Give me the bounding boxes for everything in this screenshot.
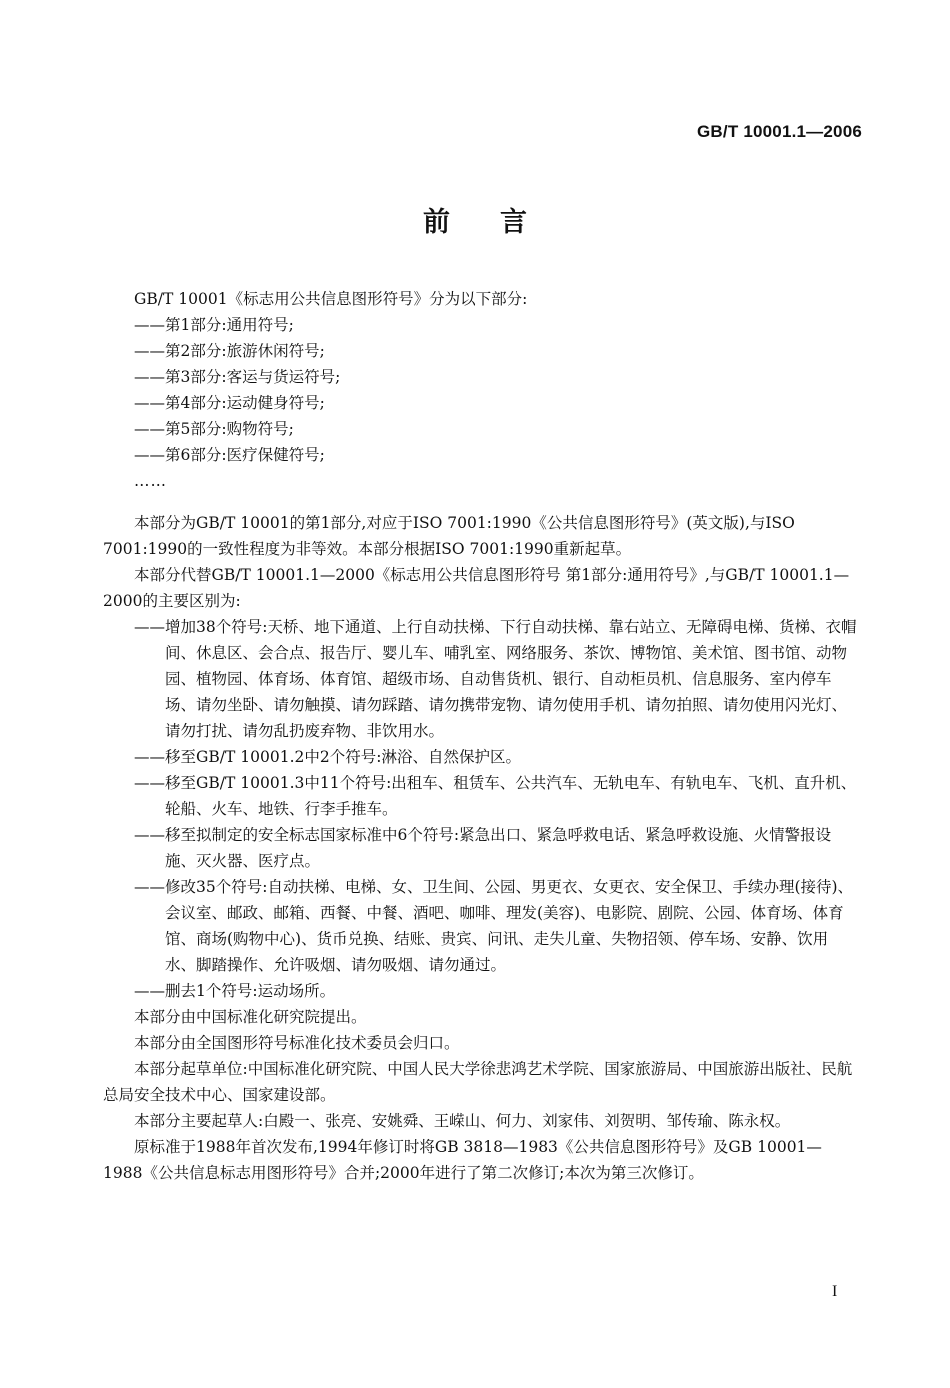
proposed-by-paragraph: 本部分由中国标准化研究院提出。 <box>134 1008 367 1026</box>
part-item: ——第5部分:购物符号; <box>134 420 294 438</box>
history-paragraph: 原标准于1988年首次发布,1994年修订时将GB 3818—1983《公共信息图形符号》及GB 10001—1988《公共信息标志用图形符号》合并;2000年进行了第二次修订;本次为第三次修订。 <box>103 1138 822 1182</box>
drafting-units-paragraph: 本部分起草单位:中国标准化研究院、中国人民大学徐悲鸿艺术学院、国家旅游局、中国旅游出版社、民航总局安全技术中心、国家建设部。 <box>103 1060 853 1104</box>
replaces-paragraph: 本部分代替GB/T 10001.1—2000《标志用公共信息图形符号 第1部分:通用符号》,与GB/T 10001.1—2000的主要区别为: <box>103 566 850 610</box>
part-item: ——第4部分:运动健身符号; <box>134 394 325 412</box>
change-item: ——删去1个符号:运动场所。 <box>134 982 336 1000</box>
part-item: ——第6部分:医疗保健符号; <box>134 446 325 464</box>
change-item: ——修改35个符号:自动扶梯、电梯、女、卫生间、公园、男更衣、女更衣、安全保卫、手续办理(接待)、会议室、邮政、邮箱、西餐、中餐、酒吧、咖啡、理发(美容)、电影院、剧院、公园、体育场、体育馆、商场(购物中心)、货币兑换、结账、贵宾、问讯、走失儿童、失物招领、停车场、安静、饮用水、脚踏操作、允许吸烟、请勿吸烟、请勿通过。 <box>134 878 854 974</box>
centralized-by-paragraph: 本部分由全国图形符号标准化技术委员会归口。 <box>134 1034 460 1052</box>
intro-paragraph: GB/T 10001《标志用公共信息图形符号》分为以下部分: <box>134 290 528 308</box>
standard-code: GB/T 10001.1—2006 <box>697 122 862 141</box>
part-item: ——第1部分:通用符号; <box>134 316 294 334</box>
ellipsis: …… <box>134 472 167 490</box>
correspondence-paragraph: 本部分为GB/T 10001的第1部分,对应于ISO 7001:1990《公共信息图形符号》(英文版),与ISO 7001:1990的一致性程度为非等效。本部分根据ISO 7001:1990重新起草。 <box>103 514 795 558</box>
document-body <box>103 286 857 1186</box>
change-item: ——移至拟制定的安全标志国家标准中6个符号:紧急出口、紧急呼救电话、紧急呼救设施、火情警报设施、灭火器、医疗点。 <box>134 826 832 870</box>
part-item: ——第2部分:旅游休闲符号; <box>134 342 325 360</box>
drafters-paragraph: 本部分主要起草人:白殿一、张亮、安姚舜、王嵘山、何力、刘家伟、刘贺明、邹传瑜、陈永权。 <box>134 1112 791 1130</box>
part-item: ——第3部分:客运与货运符号; <box>134 368 341 386</box>
page-title: 前言 <box>423 207 577 238</box>
change-item: ——移至GB/T 10001.2中2个符号:淋浴、自然保护区。 <box>134 748 521 766</box>
change-item: ——增加38个符号:天桥、地下通道、上行自动扶梯、下行自动扶梯、靠右站立、无障碍电梯、货梯、衣帽间、休息区、会合点、报告厅、婴儿车、哺乳室、网络服务、茶饮、博物馆、美术馆、图书馆、动物园、植物园、体育场、体育馆、超级市场、自动售货机、银行、自动柜员机、信息服务、室内停车场、请勿坐卧、请勿触摸、请勿踩踏、请勿携带宠物、请勿使用手机、请勿拍照、请勿使用闪光灯、请勿打扰、请勿乱扔废弃物、非饮用水。 <box>134 618 857 740</box>
change-item: ——移至GB/T 10001.3中11个符号:出租车、租赁车、公共汽车、无轨电车、有轨电车、飞机、直升机、轮船、火车、地铁、行李手推车。 <box>134 774 857 818</box>
page-number: I <box>832 1283 838 1300</box>
